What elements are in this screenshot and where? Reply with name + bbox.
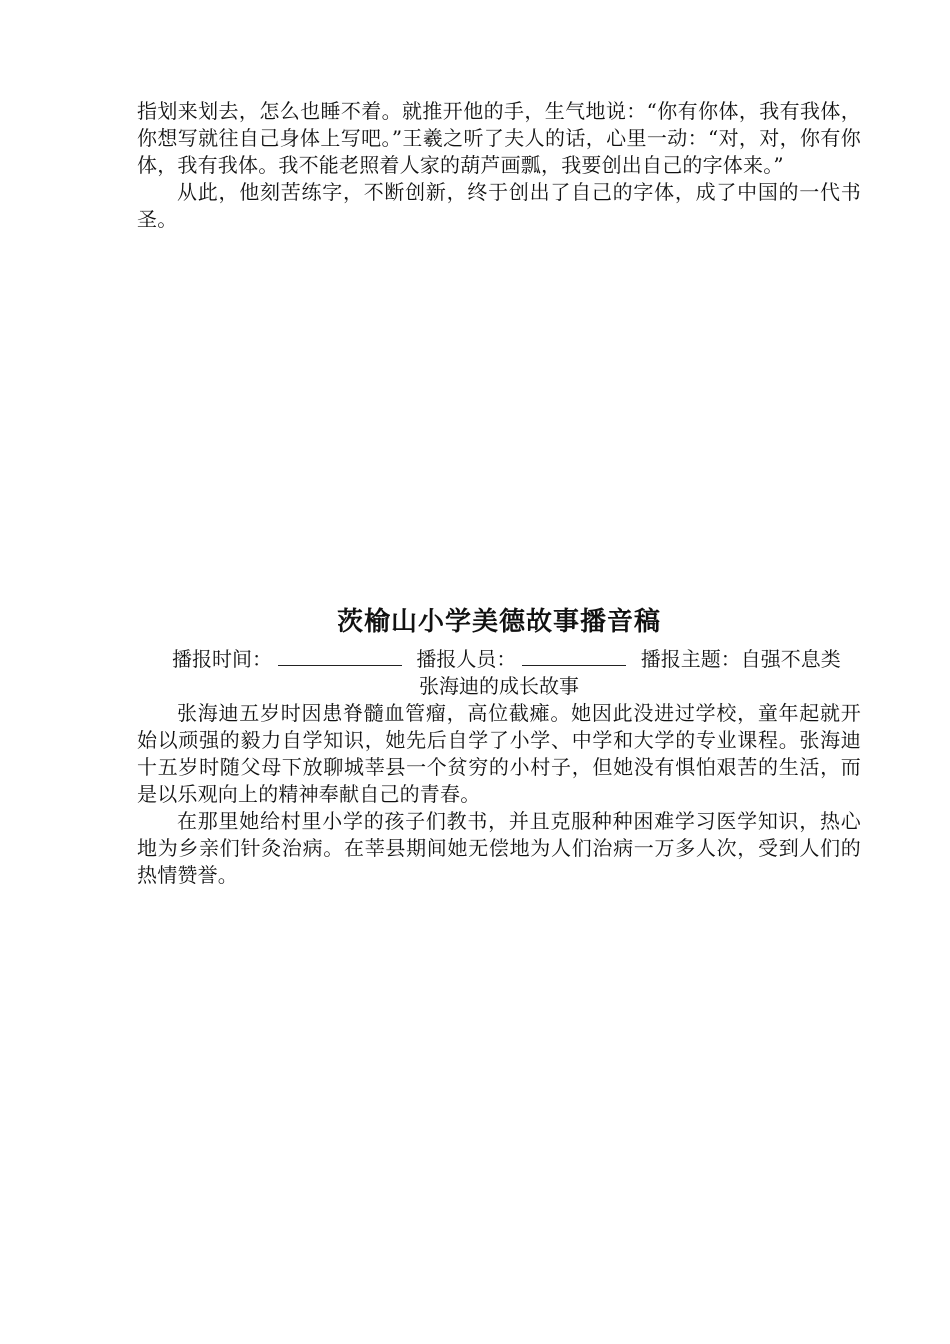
story-title: 张海迪的成长故事 (419, 674, 579, 698)
broadcast-person-blank (522, 647, 626, 666)
broadcast-person-label: 播报人员： (416, 647, 517, 671)
paragraph: 从此，他刻苦练字，不断创新，终于创出了自己的字体，成了中国的一代书圣。 (137, 180, 861, 231)
broadcast-script (137, 604, 861, 889)
broadcast-meta-line (137, 646, 861, 673)
broadcast-theme-label: 播报主题： (640, 647, 741, 671)
broadcast-time-label: 播报时间： (172, 647, 272, 671)
paragraph: 张海迪五岁时因患脊髓血管瘤，高位截瘫。她因此没进过学校，童年起就开始以顽强的毅力自学知识，她先后自学了小学、中学和大学的专业课程。张海迪十五岁时随父母下放聊城莘县一个贫穷的小村子，但她没有惧怕艰苦的生活，而是以乐观向上的精神奉献自己的青春。 (137, 701, 861, 806)
broadcast-theme-value: 自强不息类 (740, 647, 841, 671)
page-title: 茨榆山小学美德故事播音稿 (336, 607, 661, 637)
broadcast-time-blank (278, 647, 402, 666)
story-continuation (137, 98, 861, 233)
paragraph: 指划来划去，怎么也睡不着。就推开他的手，生气地说：“你有你体，我有我体，你想写就往自己身体上写吧。”王羲之听了夫人的话，心里一动：“对，对，你有你体，我有我体。我不能老照着人家的葫芦画瓢，我要创出自己的字体来。” (137, 99, 861, 177)
paragraph: 在那里她给村里小学的孩子们教书，并且克服种种困难学习医学知识，热心地为乡亲们针灸治病。在莘县期间她无偿地为人们治病一万多人次，受到人们的热情赞誉。 (137, 809, 861, 887)
